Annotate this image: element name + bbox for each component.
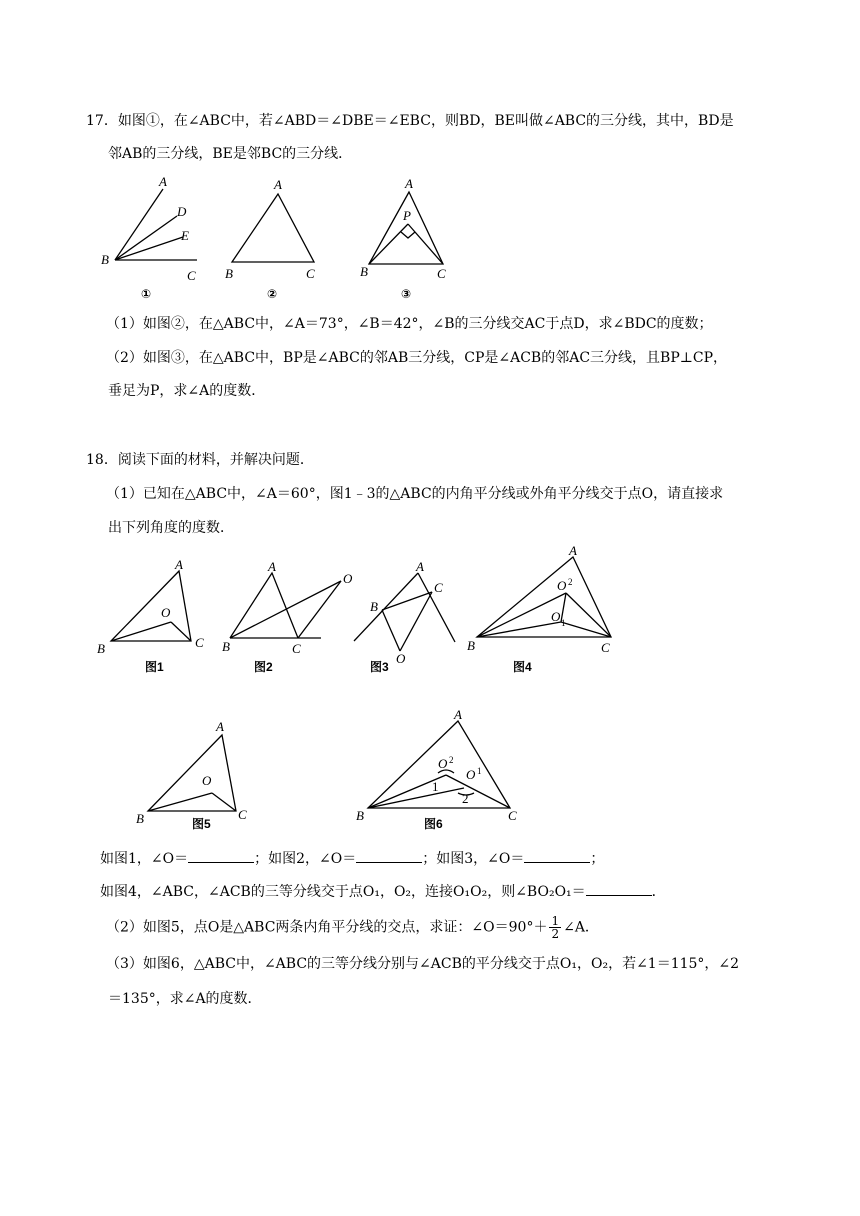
q18-part1-line1: （1）已知在△ABC中，∠A＝60°，图1﹣3的△ABC的内角平分线或外角平分线交于点O，请直接求 <box>106 486 724 502</box>
q17-part2-line2: 垂足为P，求∠A的度数． <box>108 383 266 399</box>
label-O2: O <box>438 756 448 771</box>
q18-answers-line <box>100 848 604 868</box>
label-B: B <box>97 641 105 656</box>
label-O2-sub: 2 <box>449 755 454 765</box>
answer-prefix-fig3: ；如图3，∠O＝ <box>422 851 525 867</box>
answer-blank-fig1[interactable] <box>188 848 254 863</box>
label-O2: O <box>557 578 567 593</box>
caption-fig5: 图5 <box>192 817 211 831</box>
label-O: O <box>161 605 171 620</box>
caption-fig2: 图2 <box>254 660 273 674</box>
label-B: B <box>370 599 378 614</box>
q18-part3-line2: ＝135°，求∠A的度数． <box>108 991 262 1007</box>
q18-part2 <box>106 915 599 940</box>
answer-blank-fig2[interactable] <box>356 848 422 863</box>
q18-figure-6 <box>352 705 532 835</box>
q17-line2: 邻AB的三分线，BE是邻BC的三分线． <box>108 146 353 162</box>
answer-prefix-fig1: 如图1，∠O＝ <box>100 851 189 867</box>
label-C: C <box>292 641 301 656</box>
fraction-half <box>549 915 561 940</box>
label-A: A <box>268 559 276 574</box>
q18-figure-1 <box>95 555 215 680</box>
label-O2-sub: 2 <box>568 577 573 587</box>
label-C: C <box>306 266 315 281</box>
q18-fig4-question <box>100 881 666 901</box>
label-P: P <box>403 208 411 223</box>
q17-figure-2 <box>220 172 335 302</box>
q18-figure-3 <box>348 555 463 680</box>
label-B: B <box>136 811 144 826</box>
answer-prefix-fig2: ；如图2，∠O＝ <box>254 851 357 867</box>
q17-figure-1 <box>95 172 210 302</box>
label-O: O <box>396 651 406 666</box>
caption-fig3: 图3 <box>370 660 389 674</box>
label-A: A <box>274 177 282 192</box>
caption-fig1: 图1 <box>145 660 164 674</box>
label-A: A <box>454 707 462 722</box>
caption-2: ② <box>267 287 278 301</box>
q18-part3-line1: （3）如图6，△ABC中，∠ABC的三等分线分别与∠ACB的平分线交于点O₁，O₂，若∠1＝115°，∠2 <box>106 956 740 972</box>
q18-figure-4 <box>465 545 625 680</box>
part2-text-b: ∠A． <box>563 919 599 936</box>
q18-figure-5 <box>132 715 262 830</box>
label-B: B <box>225 266 233 281</box>
caption-fig4: 图4 <box>513 660 532 674</box>
label-angle-2: 2 <box>462 791 469 806</box>
label-O1: O <box>551 609 561 624</box>
label-B: B <box>356 808 364 823</box>
q18-figure-2 <box>218 555 368 680</box>
caption-3: ③ <box>401 287 412 301</box>
caption-1: ① <box>141 287 152 301</box>
label-B: B <box>101 252 109 267</box>
label-A: A <box>216 719 224 734</box>
fig4-question-text: 如图4，∠ABC，∠ACB的三等分线交于点O₁，O₂，连接O₁O₂，则∠BO₂O₁＝ <box>100 884 586 900</box>
label-angle-1: 1 <box>432 779 439 794</box>
label-C: C <box>187 268 196 283</box>
label-O: O <box>202 773 212 788</box>
label-D: D <box>177 204 187 219</box>
answer-suffix: ； <box>590 851 605 867</box>
label-C: C <box>434 580 443 595</box>
label-A: A <box>159 174 167 189</box>
q17-part2-line1: （2）如图③，在△ABC中，BP是∠ABC的邻AB三分线，CP是∠ACB的邻AC三分线，且BP⊥CP， <box>106 350 728 366</box>
label-B: B <box>360 264 368 279</box>
answer-blank-fig4[interactable] <box>586 881 652 896</box>
label-O1-sub: 1 <box>561 618 566 628</box>
label-E: E <box>181 228 189 243</box>
label-A: A <box>175 557 183 572</box>
label-O1-sub: 1 <box>477 766 482 776</box>
label-O: O <box>343 571 353 586</box>
caption-fig6: 图6 <box>424 817 443 831</box>
label-C: C <box>508 808 517 823</box>
label-B: B <box>467 638 475 653</box>
q17-line1: 17．如图①，在∠ABC中，若∠ABD＝∠DBE＝∠EBC，则BD，BE叫做∠ABC的三分线，其中，BD是 <box>86 113 734 129</box>
q18-part1-line2: 出下列角度的度数． <box>108 520 234 536</box>
q17-figure-3 <box>355 172 470 302</box>
answer-blank-fig3[interactable] <box>524 848 590 863</box>
part2-text-a: （2）如图5，点O是△ABC两条内角平分线的交点，求证：∠O＝90°＋ <box>106 919 548 936</box>
label-O1: O <box>466 767 476 782</box>
q17-part1: （1）如图②，在△ABC中，∠A＝73°，∠B＝42°，∠B的三分线交AC于点D，求∠BDC的度数； <box>106 316 713 332</box>
q18-title: 18．阅读下面的材料，并解决问题． <box>86 452 314 468</box>
label-A: A <box>405 176 413 191</box>
label-B: B <box>222 639 230 654</box>
label-C: C <box>238 807 247 822</box>
label-C: C <box>437 266 446 281</box>
label-C: C <box>601 640 610 655</box>
fraction-numerator: 1 <box>551 914 560 928</box>
fig4-question-end: ． <box>651 884 666 900</box>
label-A: A <box>416 559 424 574</box>
label-C: C <box>195 635 204 650</box>
fraction-denominator: 2 <box>551 927 560 941</box>
label-A: A <box>569 543 577 558</box>
